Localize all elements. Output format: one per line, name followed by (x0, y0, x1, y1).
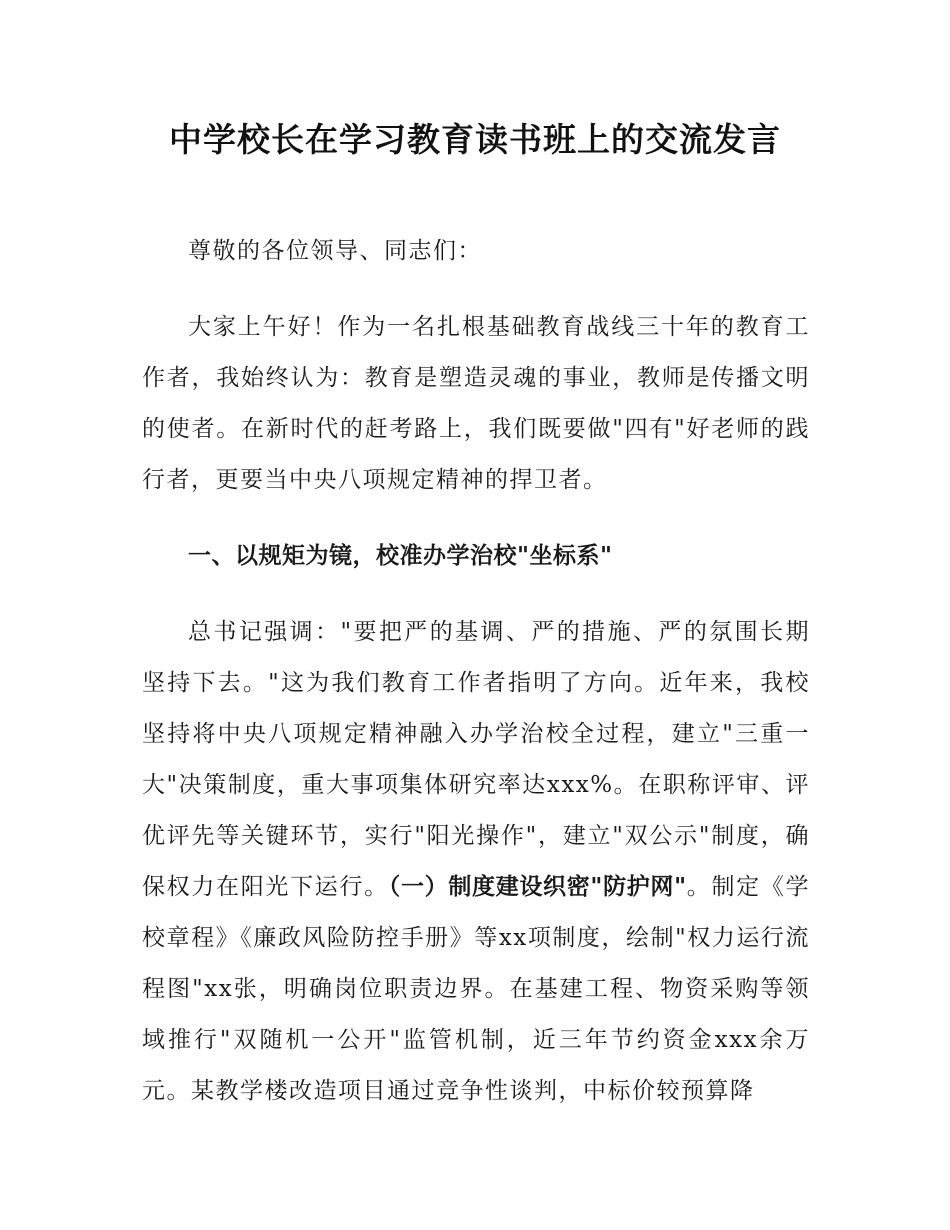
document-title: 中学校长在学习教育读书班上的交流发言 (169, 120, 781, 159)
section-heading: 一、以规矩为镜，校准办学治校"坐标系" (188, 543, 613, 569)
section-paragraph (142, 607, 810, 1117)
intro-paragraph: 大家上午好！作为一名扎根基础教育战线三十年的教育工作者，我始终认为：教育是塑造灵魂的事业，教师是传播文明的使者。在新时代的赶考路上，我们既要做"四有"好老师的践行者，更要当中央八项规定精神的捍卫者。 (142, 314, 810, 493)
greeting-paragraph: 尊敬的各位领导、同志们： (188, 238, 482, 264)
section-subheading: （一）制度建设织密"防护网" (388, 874, 687, 900)
section-text-part-a: 总书记强调："要把严的基调、严的措施、严的氛围长期坚持下去。"这为我们教育工作者指明了方向。近年来，我校坚持将中央八项规定精神融入办学治校全过程，建立"三重一大"决策制度，重大事项集体研究率达xxx%。在职称评审、评优评先等关键环节，实行"阳光操作"，建立"双公示"制度，确保权力在阳光下运行。 (142, 619, 810, 900)
document-body (142, 226, 810, 1142)
section-text-part-b: 。制定《学校章程》《廉政风险防控手册》等xx项制度，绘制"权力运行流程图"xx张，明确岗位职责边界。在基建工程、物资采购等领域推行"双随机一公开"监管机制，近三年节约资金xxx余万元。某教学楼改造项目通过竞争性谈判，中标价较预算降 (142, 874, 811, 1104)
